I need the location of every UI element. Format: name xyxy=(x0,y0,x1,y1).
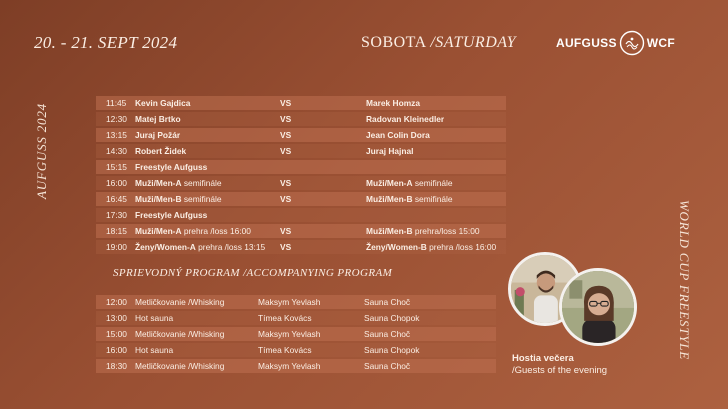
program-host: Tímea Kovács xyxy=(258,313,312,323)
guests-title: Hostia večera xyxy=(512,353,574,364)
match-row xyxy=(96,112,506,126)
match-time: 19:00 xyxy=(106,242,127,252)
match-time: 14:30 xyxy=(106,146,127,156)
match-row xyxy=(96,128,506,142)
program-place: Sauna Chopok xyxy=(364,313,420,323)
day-title-en: /SATURDAY xyxy=(430,34,517,51)
program-time: 16:00 xyxy=(106,345,127,355)
match-vs: VS xyxy=(280,130,292,140)
match-player-2: Marek Homza xyxy=(366,98,420,108)
match-player-1: Muži/Men-B semifinále xyxy=(135,194,222,204)
match-row xyxy=(96,240,506,254)
match-time: 12:30 xyxy=(106,114,127,124)
program-time: 15:00 xyxy=(106,329,127,339)
match-player-2: Ženy/Women-B prehra /loss 16:00 xyxy=(366,242,497,252)
match-vs: VS xyxy=(280,194,292,204)
match-event: Freestyle Aufguss xyxy=(135,210,208,220)
match-event: Freestyle Aufguss xyxy=(135,162,208,172)
match-time: 13:15 xyxy=(106,130,127,140)
match-player-2: Juraj Hajnal xyxy=(366,146,414,156)
match-player-1: Juraj Požár xyxy=(135,130,181,140)
program-host: Maksym Yevlash xyxy=(258,297,321,307)
program-activity: Metličkovanie /Whisking xyxy=(135,297,225,307)
match-row xyxy=(96,224,506,238)
program-row xyxy=(96,295,496,309)
program-time: 18:30 xyxy=(106,361,127,371)
program-row xyxy=(96,311,496,325)
logo-text-left: AUFGUSS xyxy=(556,36,617,50)
match-player-1: Muži/Men-A prehra /loss 16:00 xyxy=(135,226,251,236)
match-row xyxy=(96,176,506,190)
program-host: Maksym Yevlash xyxy=(258,329,321,339)
program-activity: Metličkovanie /Whisking xyxy=(135,329,225,339)
program-place: Sauna Choč xyxy=(364,329,411,339)
program-time: 13:00 xyxy=(106,313,127,323)
match-row xyxy=(96,96,506,110)
day-title-sk: SOBOTA xyxy=(361,34,426,51)
match-row xyxy=(96,144,506,158)
program-place: Sauna Choč xyxy=(364,297,411,307)
match-vs: VS xyxy=(280,178,292,188)
match-vs: VS xyxy=(280,146,292,156)
match-player-2: Radovan Kleinedler xyxy=(366,114,445,124)
match-row xyxy=(96,192,506,206)
event-date: 20. - 21. SEPT 2024 xyxy=(34,33,178,52)
program-activity: Hot sauna xyxy=(135,345,174,355)
aufguss-wcf-logo xyxy=(556,30,675,56)
match-row xyxy=(96,160,506,174)
program-row xyxy=(96,327,496,341)
logo-circle-icon xyxy=(619,30,645,56)
side-label-left: AUFGUSS 2024 xyxy=(34,103,49,199)
accompanying-title: SPRIEVODNÝ PROGRAM /ACCOMPANYING PROGRAM xyxy=(113,267,393,279)
match-player-1: Ženy/Women-A prehra /loss 13:15 xyxy=(135,242,266,252)
match-row xyxy=(96,208,506,222)
match-player-2: Muži/Men-A semifinále xyxy=(366,178,453,188)
match-player-1: Robert Židek xyxy=(135,146,187,156)
match-vs: VS xyxy=(280,98,292,108)
logo-text-right: WCF xyxy=(646,36,676,50)
program-row xyxy=(96,343,496,357)
guest-photo-woman xyxy=(559,268,637,346)
match-vs: VS xyxy=(280,242,292,252)
program-activity: Metličkovanie /Whisking xyxy=(135,361,225,371)
match-player-1: Matej Brtko xyxy=(135,114,181,124)
match-time: 17:30 xyxy=(106,210,127,220)
match-player-2: Jean Colin Dora xyxy=(366,130,430,140)
guest-portrait-icon xyxy=(562,271,634,343)
match-time: 15:15 xyxy=(106,162,127,172)
match-time: 11:45 xyxy=(106,98,127,108)
program-place: Sauna Choč xyxy=(364,361,411,371)
program-host: Maksym Yevlash xyxy=(258,361,321,371)
match-player-1: Kevin Gajdica xyxy=(135,98,191,108)
program-row xyxy=(96,359,496,373)
match-player-1: Muži/Men-A semifinále xyxy=(135,178,222,188)
match-time: 16:00 xyxy=(106,178,127,188)
match-time: 18:15 xyxy=(106,226,127,236)
program-activity: Hot sauna xyxy=(135,313,174,323)
match-vs: VS xyxy=(280,114,292,124)
program-place: Sauna Chopok xyxy=(364,345,420,355)
match-time: 16:45 xyxy=(106,194,127,204)
day-title xyxy=(361,34,516,52)
program-host: Tímea Kovács xyxy=(258,345,312,355)
match-vs: VS xyxy=(280,226,292,236)
guests-subtitle: /Guests of the evening xyxy=(512,365,608,376)
match-player-2: Muži/Men-B semifinále xyxy=(366,194,453,204)
program-time: 12:00 xyxy=(106,297,127,307)
match-player-2: Muži/Men-B prehra/loss 15:00 xyxy=(366,226,480,236)
side-label-right: WORLD CUP FREESTYLE xyxy=(677,199,692,361)
